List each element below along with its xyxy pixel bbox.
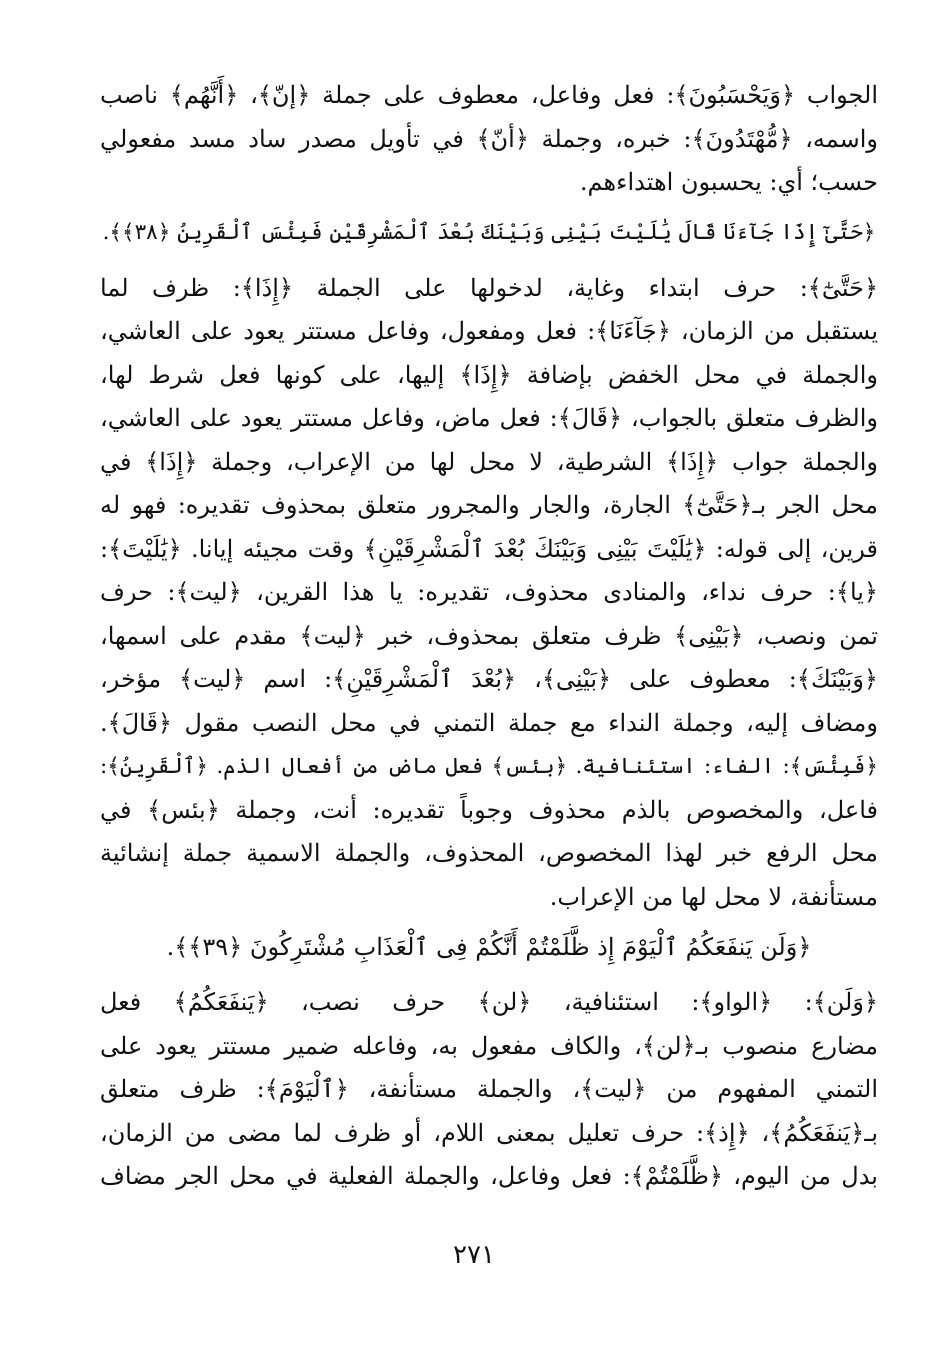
text-line: بدل من اليوم، ﴿ظَّلَمْتُمْ﴾: فعل وفاعل، والجملة الفعلية في محل الجر مضاف [100,1162,878,1190]
text-line: والجملة جواب ﴿إِذَا﴾ الشرطية، لا محل لها من الإعراب، وجملة ﴿إِذَا﴾ في [100,447,878,476]
paragraph-3 [100,981,878,1199]
text-line: التمني المفهوم من ﴿ليت﴾، والجملة مستأنفة، ﴿ٱلْيَوْمَ﴾: ظرف متعلق [100,1075,878,1103]
text-line: ﴿يا﴾: حرف نداء، والمنادى محذوف، تقديره: يا هذا القرين، ﴿ليت﴾: حرف [100,578,878,606]
text-line: محل الجر بـ﴿حَتَّىٰٓ﴾ الجارة، والجار والمجرور متعلق بمحذوف تقديره: فهو له [100,491,878,519]
paragraph-2 [100,267,878,920]
text-line: قرين، إلى قوله: ﴿يَٰلَيْتَ بَيْنِى وَبَيْنَكَ بُعْدَ ٱلْمَشْرِقَيْنِ﴾ وقت مجيئه إيانا. ﴿يَٰلَيْتَ﴾: [100,534,878,563]
text-line: ﴿وَبَيْنَكَ﴾: معطوف على ﴿بَيْنِى﴾، ﴿بُعْدَ ٱلْمَشْرِقَيْنِ﴾: اسم ﴿ليت﴾ مؤخر، [100,665,878,693]
quran-verse-39: ﴿وَلَن يَنفَعَكُمُ ٱلْيَوْمَ إِذ ظَّلَمْتُمْ أَنَّكُمْ فِى ٱلْعَذَابِ مُشْتَرِكُونَ ﴿٣٩﴾﴾. [166,933,812,961]
text-line: والجملة في محل الخفض بإضافة ﴿إِذَا﴾ إليها، على كونها فعل شرط لها، [100,360,878,389]
text-line: فاعل، والمخصوص بالذم محذوف وجوباً تقديره: أنت، وجملة ﴿بئس﴾ في [100,795,878,824]
text-line: مضارع منصوب بـ﴿لن﴾، والكاف مفعول به، وفاعله ضمير مستتر يعود على [100,1031,878,1060]
text-line: ﴿فَبِئْسَ﴾: الفاء: استئنافية. ﴿بئس﴾ فعل ماض من أفعال الذم. ﴿ٱلْقَرِينُ﴾: [100,754,878,779]
text-line: واسمه، ﴿مُّهْتَدُونَ﴾: خبره، وجملة ﴿أنّ﴾ في تأويل مصدر ساد مسد مفعولي [100,124,878,153]
text-line: حسب؛ أي: يحسبون اهتداءهم. [579,168,878,196]
text-line: بـ﴿يَنفَعَكُمُ﴾، ﴿إِذ﴾: حرف تعليل بمعنى اللام، أو ظرف لما مضى من الزمان، [100,1118,878,1147]
text-line: ﴿حَتَّىٰٓ﴾: حرف ابتداء وغاية، لدخولها على الجملة ﴿إِذَا﴾: ظرف لما [100,273,878,302]
text-line: والظرف متعلق بالجواب، ﴿قَالَ﴾: فعل ماض، وفاعل مستتر يعود على العاشي، [100,404,878,432]
text-line: ﴿وَلَن﴾: ﴿الواو﴾: استئنافية، ﴿لن﴾ حرف نصب، ﴿يَنفَعَكُمُ﴾ فعل [100,988,878,1016]
text-line: ومضاف إليه، وجملة النداء مع جملة التمني في محل النصب مقول ﴿قَالَ﴾. [100,708,878,737]
page-body [100,74,878,1199]
text-line: يستقبل من الزمان، ﴿جَآءَنَا﴾: فعل ومفعول، وفاعل مستتر يعود على العاشي، [100,317,878,345]
text-line: محل الرفع خبر لهذا المخصوص، المحذوف، والجملة الاسمية جملة إنشائية [100,839,878,867]
paragraph-1 [100,74,878,205]
text-line: مستأنفة، لا محل لها من الإعراب. [549,882,878,911]
page-number: ٢٧١ [453,1240,495,1270]
quran-verse-38: ﴿حَتَّىٰٓ إِذَا جَآءَنَا قَالَ يَٰلَيْتَ بَيْنِى وَبَيْنَكَ بُعْدَ ٱلْمَشْرِقَيْنِ فَبِئْسَ ٱلْقَرِينُ ﴿٣٨﴾﴾. [102,219,876,245]
text-line: الجواب ﴿وَيَحْسَبُونَ﴾: فعل وفاعل، معطوف على جملة ﴿إنّ﴾، ﴿أَنَّهُم﴾ ناصب [100,81,878,109]
text-line: تمن ونصب، ﴿بَيْنِى﴾ ظرف متعلق بمحذوف، خبر ﴿ليت﴾ مقدم على اسمها، [100,621,878,650]
